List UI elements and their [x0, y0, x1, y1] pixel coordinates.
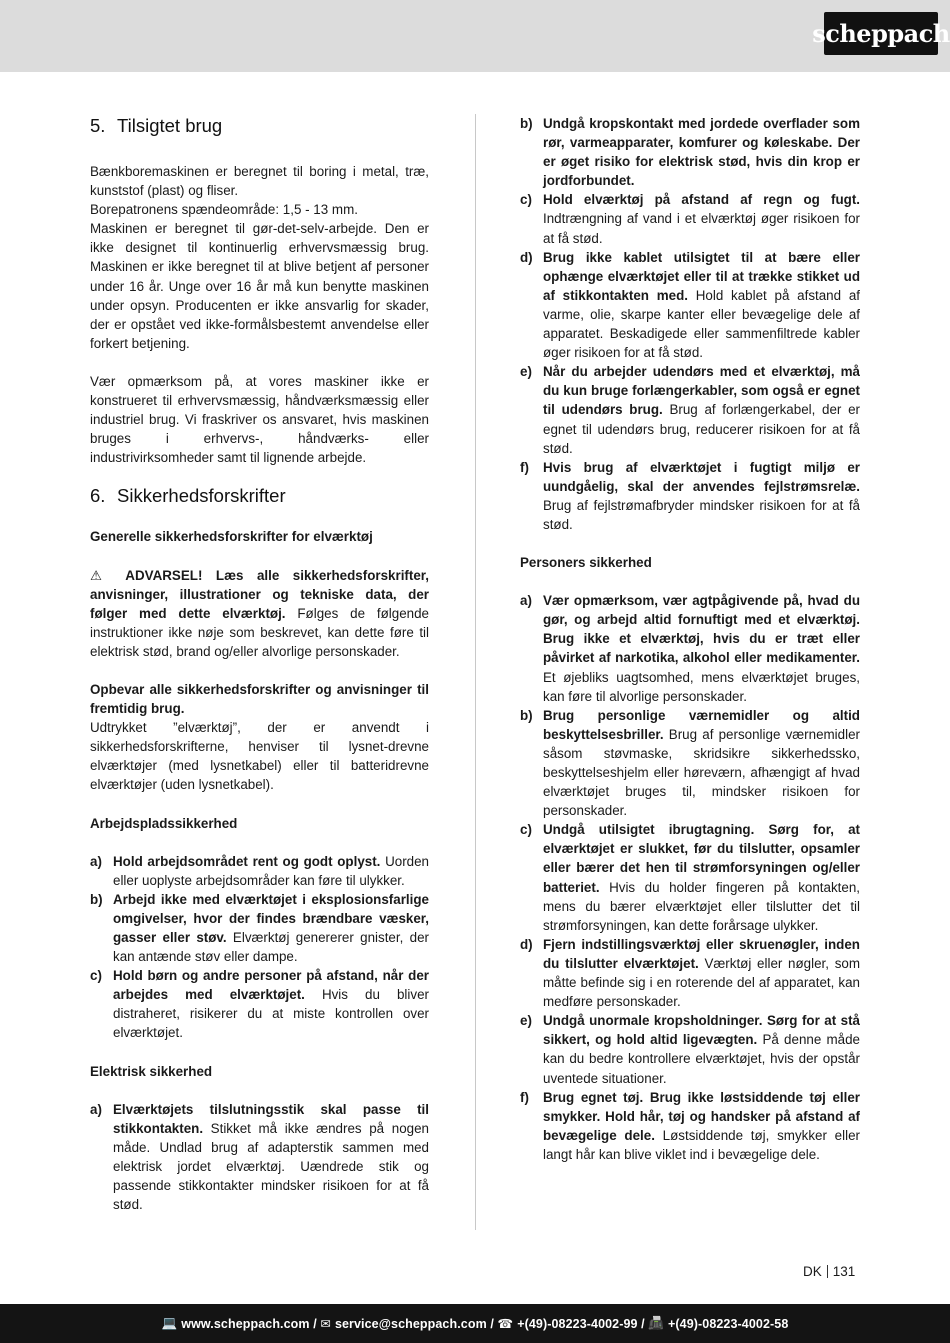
list-item: e) Undgå unormale kropsholdninger. Sørg for at stå sikkert, og hold altid ligevægten. På denne måde kan du bedre kontrollere elværktøjet, hvis der opstår uventede situationer. — [520, 1013, 860, 1086]
email-link[interactable]: service@scheppach.com — [334, 1316, 487, 1331]
electrical-list-continued — [520, 114, 860, 534]
keep-instructions: Opbevar alle sikkerhedsforskrifter og anvisninger til fremtidig brug. — [90, 681, 429, 717]
list-item: a) Hold arbejdsområdet rent og godt oplyst. Uorden eller uoplyste arbejdsområder kan føre til ulykker. — [90, 853, 430, 888]
website-link[interactable]: www.scheppach.com — [181, 1316, 310, 1331]
personal-list — [520, 591, 860, 1164]
paragraph: Vær opmærksom på, at vores maskiner ikke er konstrueret til erhvervsmæssig, håndværksmæssig eller industriel brug. Vi fraskriver os ansvaret, hvis maskinen bruges i erhvervs-, håndværks- eller industrivirksomheder samt til lignende arbejde. — [90, 373, 429, 466]
list-item: b) Brug personlige værnemidler og altid beskyttelsesbriller. Brug af personlige værnemidler såsom støvmaske, skridsikre sikkerhedssko, beskyttelseshjelm eller høreværn, afhængigt af hvad elværktøjet bruges til, mindsker risikoen for personskader. — [520, 707, 860, 819]
mail-icon: ✉ — [320, 1317, 331, 1331]
fax-icon: 📠 — [648, 1316, 664, 1330]
page-number: DK 131 — [803, 1264, 856, 1279]
section-5-heading: 5. Tilsigtet brug — [90, 115, 223, 136]
computer-icon: 💻 — [161, 1316, 178, 1330]
list-item: c) Hold børn og andre personer på afstand, når der arbejdes med elværktøjet. Hvis du bliver distraheret, risikerer du at miste kontrollen over elværktøjet. — [90, 968, 429, 1041]
paragraph: Maskinen er beregnet til gør-det-selv-arbejde. Den er ikke designet til kontinuerlig erhvervsmæssig brug. Maskinen er ikke beregnet til at blive betjent af personer under 16 år. Unge over 16 år må kun benytte maskinen under opsyn. Producenten er ikke ansvarlig for skader, der er opstået ved ikke-formålsbestemt anvendelse eller forkert betjening. — [90, 221, 429, 351]
column-divider — [475, 114, 476, 1230]
workplace-list — [90, 852, 429, 1043]
warning-icon: ⚠ — [90, 567, 112, 583]
paragraph: Bænkboremaskinen er beregnet til boring i metal, træ, kunststof (plast) og fliser. — [90, 164, 429, 199]
list-item: e) Når du arbejder udendørs med et elværktøj, må du kun bruge forlængerkabler, som også er egnet til udendørs brug. Brug af forlængerkabel, der er egnet til udendørs brug, reducerer risikoen for at få stød. — [520, 364, 860, 456]
fax-number: +(49)-08223-4002-58 — [667, 1316, 789, 1331]
list-item: f) Hvis brug af elværktøjet i fugtigt miljø er uundgåelig, skal der anvendes fejlstrømsrelæ. Brug af fejlstrømafbryder mindsker risikoen for at få stød. — [520, 459, 860, 532]
list-item: a) Elværktøjets tilslutningsstik skal passe til stikkontakten. Stikket må ikke ændres på nogen måde. Undlad brug af adapterstik sammen med elektrisk jordet elværktøj. Uændrede stik og passende stikkontakter mindsker risikoen for at få stød. — [90, 1101, 429, 1213]
subheading-general: Generelle sikkerhedsforskrifter for elværktøj — [90, 529, 373, 545]
list-item: d) Brug ikke kablet utilsigtet til at bære eller ophænge elværktøjet eller til at trække stikket ud af stikkontakten med. Hold kablet på afstand af varme, olie, skarpe kanter eller bevægelige dele af apparatet. Beskadigede eller sammenfiltrede kabler øger risikoen for at få stød. — [520, 249, 860, 361]
right-column — [520, 114, 860, 1164]
phone-number[interactable]: +(49)-08223-4002-99 — [517, 1316, 638, 1331]
header-bar — [0, 0, 950, 72]
list-item: c) Hold elværktøj på afstand af regn og fugt. Indtrængning af vand i et elværktøj øger risikoen for at få stød. — [520, 192, 860, 246]
electrical-list — [90, 1100, 429, 1215]
paragraph: Udtrykket ”elværktøj”, der er anvendt i sikkerhedsforskrifterne, henviser til lysnet-drevne elværktøjer (med lysnetkabel) eller til batteridrevne elværktøjer (uden lysnetkabel). — [90, 720, 429, 793]
section-6-heading: 6. Sikkerhedsforskrifter — [90, 485, 286, 507]
footer-bar: 💻 www.scheppach.com / ✉ service@scheppach.com / ☎ +(49)-08223-4002-99 / 📠 +(49)-08223-4002-58 — [0, 1304, 950, 1343]
list-item: b) Arbejd ikke med elværktøjet i eksplosionsfarlige omgivelser, hvor der findes brændbare væsker, gasser eller støv. Elværktøj genererer gnister, der kan antænde støv eller dampe. — [90, 891, 429, 965]
list-item: f) Brug egnet tøj. Brug ikke løstsiddende tøj eller smykker. Hold hår, tøj og handsker på afstand af bevægelige dele. Løstsiddende tøj, smykker eller langt hår kan blive viklet ind i bevægelige dele. — [520, 1089, 860, 1162]
warning-paragraph: ⚠ ADVARSEL! Læs alle sikkerhedsforskrifter, anvisninger, illustrationer og tekniske data, der følger med dette elværktøj. Følges de følgende instruktioner ikke nøje som beskrevet, kan dette føre til elektrisk stød, brand og/eller alvorlige personskader. — [90, 567, 429, 659]
list-item: c) Undgå utilsigtet ibrugtagning. Sørg for, at elværktøjet er slukket, før du tilslutter, opsamler eller bærer det hen til strømforsyningen og/eller batteriet. Hvis du holder fingeren på kontakten, mens du bærer elværktøjet eller tilslutter det til strømforsyningen, kan dette forårsage ulykker. — [520, 822, 860, 933]
list-item: a) Vær opmærksom, vær agtpågivende på, hvad du gør, og arbejd altid fornuftigt med et elværktøj. Brug ikke et elværktøj, hvis du er træt eller påvirket af narkotika, alkohol eller medikamenter. Et øjebliks uagtsomhed, mens elværktøjet bruges, kan føre til alvorlige personskader. — [520, 593, 860, 704]
subheading-personal: Personers sikkerhed — [520, 555, 652, 571]
list-item: b) Undgå kropskontakt med jordede overflader som rør, varmeapparater, komfurer og køleskabe. Der er øget risiko for elektrisk stød, hvis din krop er jordforbundet. — [520, 116, 860, 189]
subheading-workplace: Arbejdspladssikkerhed — [90, 815, 238, 831]
left-column — [90, 114, 429, 1214]
phone-icon: ☎ — [497, 1317, 514, 1331]
paragraph: Borepatronens spændeområde: 1,5 - 13 mm. — [90, 202, 358, 218]
scheppach-logo: scheppach — [824, 12, 938, 55]
subheading-electrical: Elektrisk sikkerhed — [90, 1063, 213, 1079]
list-item: d) Fjern indstillingsværktøj eller skruenøgler, inden du tilslutter elværktøjet. Værktøj eller nøgler, som måtte befinde sig i en roterende del af apparatet, kan medføre personskader. — [520, 936, 860, 1010]
